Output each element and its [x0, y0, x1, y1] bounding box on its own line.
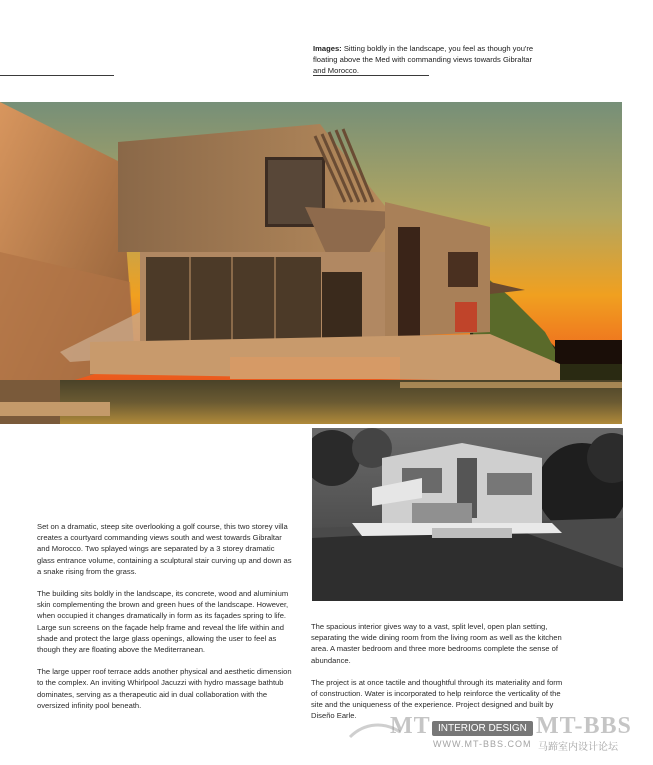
watermark-mt-text: MT: [390, 713, 431, 739]
paragraph: The building sits boldly in the landscape, its concrete, wood and aluminium skin complementing the brown and green hues of the landscape. However, when occupied it changes dramatically in form as its façades spring to life. Large sun screens on the façade help frame and reveal the life within and shade and protect the large glass openings, allowing the user to feel as though they are floating above the Mediterranean.: [37, 589, 289, 655]
image-caption: [313, 43, 535, 76]
watermark-mtbbs-text: MT-BBS: [536, 713, 632, 739]
watermark-interior-design-pill: INTERIOR DESIGN: [432, 721, 533, 736]
site-watermark: [345, 713, 645, 753]
caption-label: Images:: [313, 44, 342, 53]
watermark-chinese-text: 马蹄室内设计论坛: [538, 742, 618, 753]
left-header-rule: [0, 75, 114, 76]
article-column-left: [37, 521, 292, 722]
paragraph: Set on a dramatic, steep site overlooking a golf course, this two storey villa creates a courtyard commanding views south and west towards Gibraltar and Morocco. Two splayed wings are separated by a 3 storey dramatic glass entrance volume, containing a sculptural stair curving up and down as a snake rising from the grass.: [37, 522, 292, 576]
watermark-url: WWW.MT-BBS.COM: [433, 739, 532, 749]
paragraph: The spacious interior gives way to a vast, split level, open plan setting, separating the wide dining room from the living room as well as the kitchen area. A master bedroom and three more bedrooms complete the sense of abundance.: [311, 622, 562, 665]
caption-text: Sitting boldly in the landscape, you feel as though you're floating above the Med with commanding views towards Gibraltar and Morocco.: [313, 44, 534, 75]
bw-villa-render: [312, 428, 623, 601]
paragraph: The large upper roof terrace adds another physical and aesthetic dimension to the complex. An inviting Whirlpool Jacuzzi with hydro massage bathtub dominates, serving as a therapeutic aid in dual collaboration with the oversized infinity pool beneath.: [37, 667, 292, 710]
paragraph: The project is at once tactile and thoughtful through its materiality and form of construction. Water is incorporated to help reinforce the verticality of the site and the uniqueness of the experience. Project designed and built by Diseño Earle.: [311, 677, 563, 721]
hero-villa-render: [0, 102, 622, 424]
